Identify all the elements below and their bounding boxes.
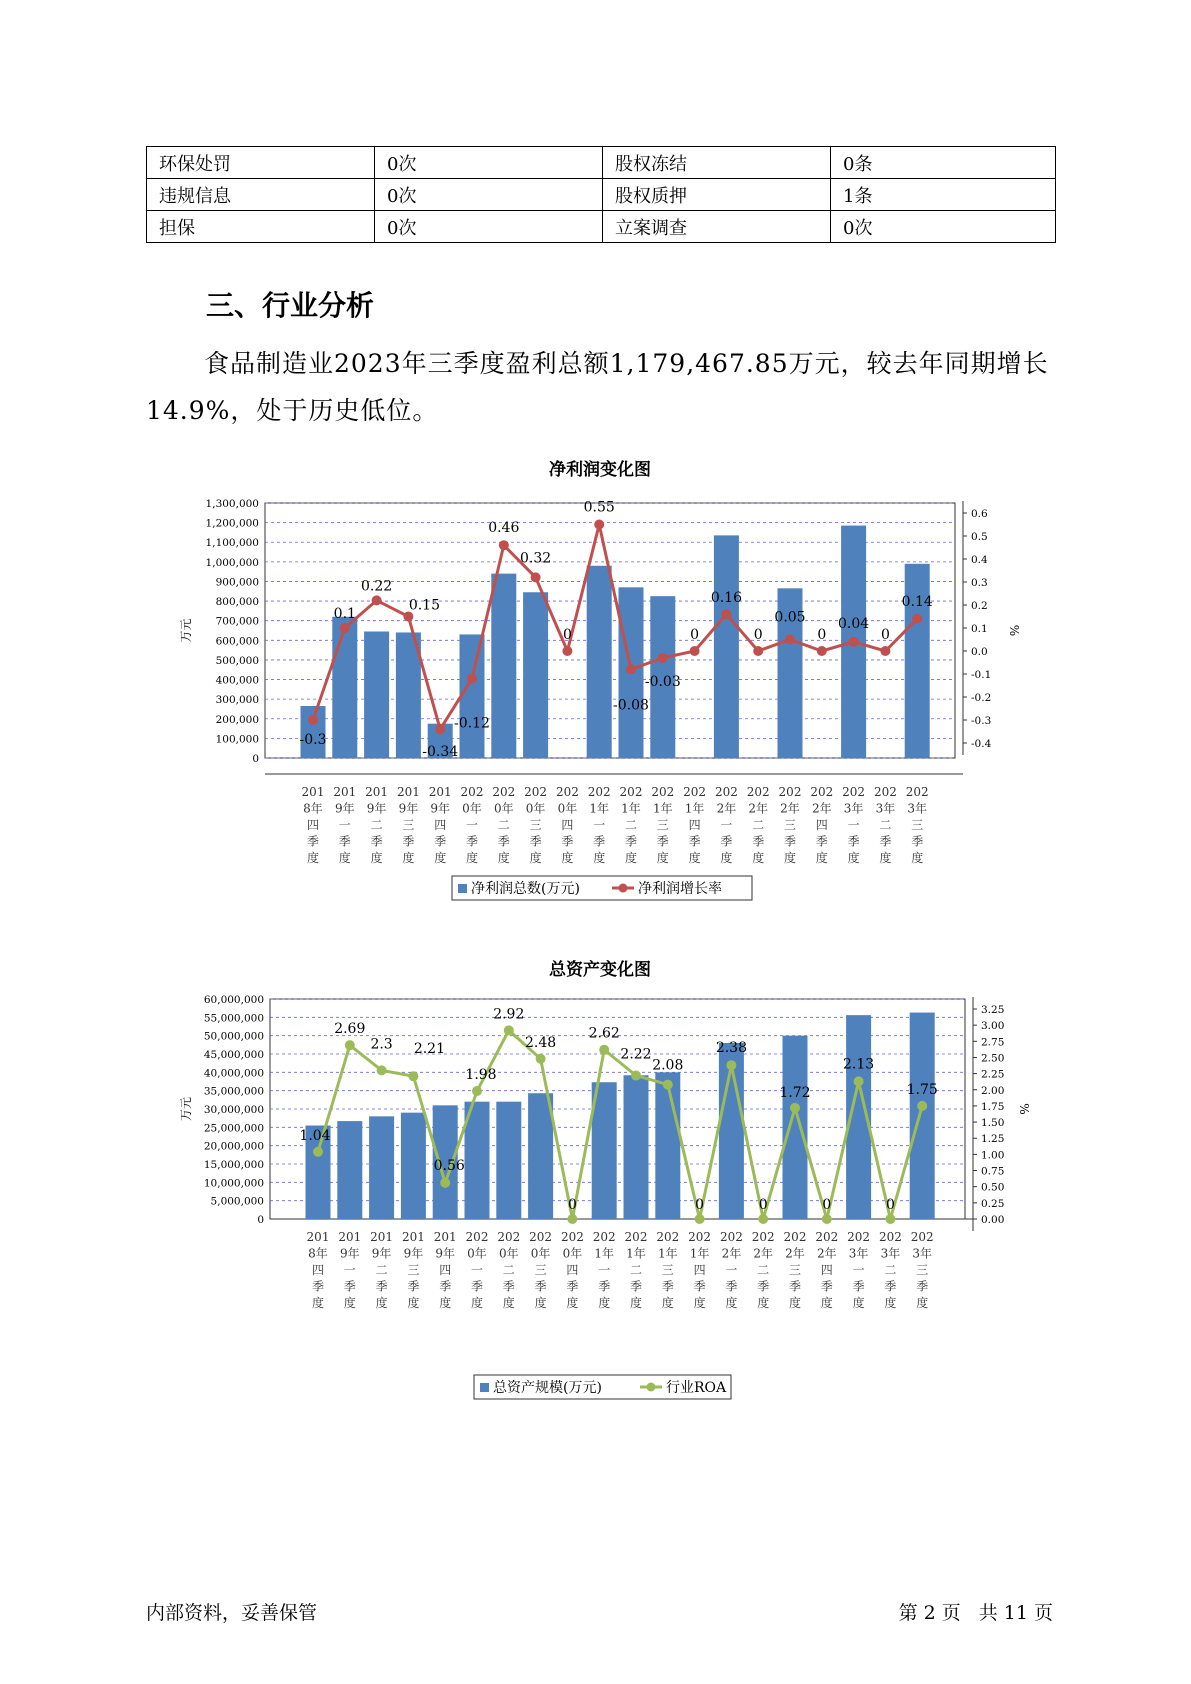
legend xyxy=(474,1375,731,1399)
y2-tick-label: 0.6 xyxy=(971,508,988,520)
x-tick-label: 202 3年一季度 xyxy=(842,785,866,865)
bar xyxy=(460,634,485,758)
y2-tick-label: 1.50 xyxy=(981,1117,1005,1130)
data-label: 1.04 xyxy=(299,1127,331,1144)
x-tick-label: 202 3年二季度 xyxy=(878,1230,902,1310)
data-label: 2.69 xyxy=(334,1021,366,1038)
y-tick-label: 900,000 xyxy=(215,576,259,589)
y2-tick-label: 0.50 xyxy=(981,1181,1005,1194)
page-number: 2 xyxy=(923,1602,936,1624)
y2-tick-label: 2.50 xyxy=(981,1052,1005,1065)
total-word: 页 xyxy=(1033,1602,1053,1624)
x-tick-label: 202 1年三季度 xyxy=(651,785,675,865)
data-label: 0.05 xyxy=(774,609,806,626)
x-tick-label: 202 1年四季度 xyxy=(683,785,707,865)
y2-tick-label: 2.00 xyxy=(981,1084,1005,1097)
line-point xyxy=(472,1086,482,1096)
line-point xyxy=(917,1101,927,1111)
y-tick-label: 30,000,000 xyxy=(203,1104,264,1116)
line-point xyxy=(854,1076,864,1086)
y-axis-title: 万元 xyxy=(179,618,193,643)
y2-tick-label: 1.75 xyxy=(981,1100,1005,1113)
section-title: 三、行业分析 xyxy=(206,289,375,322)
line-point xyxy=(790,1103,800,1113)
page-prefix: 第 xyxy=(898,1602,918,1624)
x-tick-label: 202 0年三季度 xyxy=(529,1230,553,1310)
data-label: -0.08 xyxy=(613,697,649,714)
x-tick-label: 202 2年四季度 xyxy=(810,785,834,865)
footer-page-info xyxy=(896,1598,1056,1625)
bar xyxy=(332,617,357,758)
x-tick-label: 202 2年四季度 xyxy=(815,1230,839,1310)
data-label: 0.1 xyxy=(333,606,356,622)
x-tick-label: 202 3年三季度 xyxy=(905,785,929,865)
total-prefix: 共 xyxy=(978,1602,998,1624)
line-point xyxy=(912,614,922,624)
y-tick-label: 0 xyxy=(257,1214,264,1226)
data-label: 0 xyxy=(817,627,827,643)
data-label: 0.16 xyxy=(710,590,742,607)
legend-bar-swatch xyxy=(480,1383,489,1392)
y-tick-label: 60,000,000 xyxy=(203,994,264,1006)
bar xyxy=(369,1116,394,1219)
line-point xyxy=(885,1214,895,1224)
line-point xyxy=(631,1071,641,1081)
y2-axis-title: % xyxy=(1007,624,1021,637)
y-tick-label: 800,000 xyxy=(215,596,259,609)
legend-bar-swatch xyxy=(458,884,467,893)
y2-tick-label: 3.25 xyxy=(981,1004,1005,1016)
line-point xyxy=(531,572,541,582)
data-label: 0 xyxy=(695,1197,705,1213)
data-label: 0 xyxy=(690,627,700,643)
legend-line-marker xyxy=(647,1383,656,1392)
data-label: 1.75 xyxy=(906,1081,938,1098)
bar xyxy=(624,1075,649,1219)
legend-line-label: 净利润增长率 xyxy=(638,881,722,897)
table-cell: 1条 xyxy=(831,179,1056,211)
x-tick-label: 202 2年三季度 xyxy=(783,1230,807,1310)
x-tick-label: 202 1年三季度 xyxy=(656,1230,680,1310)
bar xyxy=(496,1102,521,1219)
line-point xyxy=(658,653,668,663)
line-point xyxy=(440,1178,450,1188)
data-label: -0.03 xyxy=(644,673,681,690)
line-point xyxy=(372,595,382,605)
table-cell: 0条 xyxy=(831,147,1056,179)
x-tick-label: 201 9年四季度 xyxy=(433,1230,457,1310)
data-label: 2.13 xyxy=(843,1056,875,1073)
x-tick-label: 202 2年二季度 xyxy=(751,1230,775,1310)
line-point xyxy=(695,1214,705,1224)
line-point xyxy=(690,646,700,656)
table-row xyxy=(147,147,1056,179)
data-label: 0.56 xyxy=(433,1157,465,1174)
x-tick-label: 201 8年四季度 xyxy=(306,1230,330,1310)
table-row xyxy=(147,179,1056,211)
y-tick-label: 500,000 xyxy=(215,654,259,667)
line-point xyxy=(599,1045,609,1055)
y-tick-label: 200,000 xyxy=(215,713,259,726)
chart-title: 净利润变化图 xyxy=(549,460,651,480)
legend xyxy=(452,876,752,900)
bar xyxy=(401,1113,426,1219)
line-point xyxy=(504,1025,514,1035)
y-tick-label: 55,000,000 xyxy=(203,1012,264,1025)
y-tick-label: 25,000,000 xyxy=(203,1122,264,1135)
x-tick-label: 202 3年三季度 xyxy=(910,1230,934,1310)
line-point xyxy=(663,1080,673,1090)
y2-tick-label: 0.3 xyxy=(971,577,988,589)
legend-line-marker xyxy=(619,884,628,893)
x-tick-label: 202 1年一季度 xyxy=(587,785,611,865)
y-tick-label: 5,000,000 xyxy=(210,1195,264,1208)
line-point xyxy=(721,609,731,619)
bar xyxy=(714,535,739,758)
footer-confidential: 内部资料，妥善保管 xyxy=(146,1602,318,1624)
y2-tick-label: 0.00 xyxy=(981,1214,1005,1226)
data-label: 2.38 xyxy=(715,1040,747,1057)
legend-bar-label: 总资产规模(万元) xyxy=(493,1380,602,1396)
line-point xyxy=(594,520,604,530)
line-point xyxy=(817,646,827,656)
table-cell: 0次 xyxy=(375,147,603,179)
y2-tick-label: 1.25 xyxy=(981,1133,1005,1146)
y-tick-label: 10,000,000 xyxy=(203,1177,264,1190)
line-point xyxy=(567,1214,577,1224)
x-tick-label: 201 9年一季度 xyxy=(333,785,357,865)
x-tick-label: 202 3年二季度 xyxy=(873,785,897,865)
y2-axis-title: % xyxy=(1017,1103,1031,1115)
x-tick-label: 202 1年二季度 xyxy=(624,1230,648,1310)
line-point xyxy=(726,1060,736,1070)
x-tick-label: 202 0年二季度 xyxy=(492,785,516,865)
line-point xyxy=(626,664,636,674)
data-label: 1.72 xyxy=(779,1084,811,1101)
y-tick-label: 1,300,000 xyxy=(205,498,259,510)
line-point xyxy=(308,715,318,725)
y-tick-label: 35,000,000 xyxy=(203,1085,264,1098)
total-pages: 11 xyxy=(1003,1602,1028,1624)
net-profit-chart xyxy=(170,458,1040,913)
chart-title: 总资产变化图 xyxy=(549,960,651,980)
analysis-paragraph: 食品制造业2023年三季度盈利总额1,179,467.85万元，较去年同期增长14.9%，处于历史低位。 xyxy=(146,349,1049,425)
x-tick-label: 202 0年四季度 xyxy=(555,785,579,865)
x-tick-label: 201 9年一季度 xyxy=(338,1230,362,1310)
y-tick-label: 1,200,000 xyxy=(205,517,259,530)
table-cell: 股权冻结 xyxy=(603,147,831,179)
y-tick-label: 1,100,000 xyxy=(205,537,259,550)
y2-tick-label: 0.75 xyxy=(981,1165,1005,1178)
x-tick-label: 201 9年二季度 xyxy=(370,1230,394,1310)
bar xyxy=(337,1121,362,1219)
y-tick-label: 300,000 xyxy=(215,694,259,707)
bar xyxy=(655,1072,680,1219)
data-label: 2.92 xyxy=(493,1006,525,1023)
x-tick-label: 201 9年四季度 xyxy=(428,785,452,865)
y2-tick-label: 0.5 xyxy=(971,531,988,543)
risk-info-table-body xyxy=(147,147,1056,243)
x-tick-label: 202 0年一季度 xyxy=(465,1230,489,1310)
line-point xyxy=(313,1147,323,1157)
x-tick-label: 201 9年三季度 xyxy=(401,1230,425,1310)
data-label: 0.04 xyxy=(838,615,870,632)
table-cell: 0次 xyxy=(375,211,603,243)
table-cell: 0次 xyxy=(375,179,603,211)
line-point xyxy=(785,635,795,645)
data-label: -0.34 xyxy=(422,744,459,761)
line-point xyxy=(880,646,890,656)
y2-tick-label: 0.1 xyxy=(971,623,988,635)
y-tick-label: 50,000,000 xyxy=(203,1030,264,1043)
x-tick-label: 202 1年二季度 xyxy=(619,785,643,865)
y2-tick-label: 1.00 xyxy=(981,1149,1005,1162)
x-tick-label: 202 3年一季度 xyxy=(847,1230,871,1310)
data-label: -0.3 xyxy=(299,732,327,748)
x-tick-label: 202 1年一季度 xyxy=(592,1230,616,1310)
bar xyxy=(783,1036,808,1219)
data-label: 0.32 xyxy=(520,550,552,567)
line-point xyxy=(849,637,859,647)
data-label: 0.22 xyxy=(361,578,393,595)
y-tick-label: 20,000,000 xyxy=(203,1140,264,1153)
data-label: 2.22 xyxy=(620,1046,652,1063)
total-assets-chart-svg xyxy=(170,958,1040,1408)
y2-tick-label: -0.4 xyxy=(971,738,992,750)
x-tick-label: 202 2年一季度 xyxy=(719,1230,743,1310)
data-label: 2.3 xyxy=(370,1036,393,1053)
y2-tick-label: -0.2 xyxy=(971,692,992,704)
y2-tick-label: -0.1 xyxy=(971,669,992,681)
y2-tick-label: 3.00 xyxy=(981,1020,1005,1033)
line-point xyxy=(435,724,445,734)
y-axis-title: 万元 xyxy=(179,1096,193,1122)
line-point xyxy=(758,1214,768,1224)
line-point xyxy=(340,623,350,633)
data-label: 0 xyxy=(822,1197,832,1213)
table-cell: 违规信息 xyxy=(147,179,375,211)
table-cell: 股权质押 xyxy=(603,179,831,211)
x-tick-label: 202 2年三季度 xyxy=(778,785,802,865)
y2-tick-label: 0.4 xyxy=(971,554,988,566)
net-profit-chart-svg xyxy=(170,458,1040,913)
data-label: 0 xyxy=(758,1197,768,1213)
table-cell: 环保处罚 xyxy=(147,147,375,179)
x-tick-label: 201 9年三季度 xyxy=(396,785,420,865)
x-tick-label: 202 2年二季度 xyxy=(746,785,770,865)
bar xyxy=(910,1013,935,1219)
y2-tick-label: 2.25 xyxy=(981,1068,1005,1081)
table-cell: 立案调查 xyxy=(603,211,831,243)
line-point xyxy=(822,1214,832,1224)
y-tick-label: 100,000 xyxy=(215,733,259,746)
data-label: 2.62 xyxy=(588,1025,620,1042)
data-label: 2.21 xyxy=(413,1041,445,1058)
line-point xyxy=(753,646,763,656)
data-label: 0.55 xyxy=(583,499,615,516)
bar xyxy=(364,631,389,758)
line-point xyxy=(536,1054,546,1064)
data-label: 0 xyxy=(562,627,572,643)
data-label: 0 xyxy=(753,627,763,643)
data-label: 1.98 xyxy=(465,1067,497,1084)
table-row xyxy=(147,211,1056,243)
page-word: 页 xyxy=(941,1602,961,1624)
x-tick-label: 202 1年四季度 xyxy=(688,1230,712,1310)
bar xyxy=(523,592,548,758)
y-tick-label: 15,000,000 xyxy=(203,1159,264,1171)
y-tick-label: 1,000,000 xyxy=(205,556,259,569)
line-point xyxy=(377,1065,387,1075)
data-label: 2.48 xyxy=(525,1034,557,1051)
x-tick-label: 202 0年一季度 xyxy=(460,785,484,865)
y-tick-label: 45,000,000 xyxy=(203,1049,264,1061)
data-label: 0 xyxy=(885,1197,895,1213)
line-point xyxy=(345,1040,355,1050)
x-tick-label: 202 0年三季度 xyxy=(524,785,548,865)
x-tick-label: 202 0年四季度 xyxy=(560,1230,584,1310)
y-tick-label: 400,000 xyxy=(215,674,259,687)
table-cell: 担保 xyxy=(147,211,375,243)
y2-tick-label: 0.25 xyxy=(981,1197,1005,1210)
y2-tick-label: -0.3 xyxy=(971,715,992,727)
x-tick-label: 202 0年二季度 xyxy=(497,1230,521,1310)
y-tick-label: 700,000 xyxy=(215,615,259,628)
line-point xyxy=(408,1071,418,1081)
data-label: 0 xyxy=(880,627,890,643)
x-tick-label: 201 9年二季度 xyxy=(365,785,389,865)
x-tick-label: 202 2年一季度 xyxy=(714,785,738,865)
data-label: -0.12 xyxy=(454,715,490,732)
bar xyxy=(491,574,516,758)
y2-tick-label: 2.75 xyxy=(981,1036,1005,1049)
data-label: 0.15 xyxy=(408,597,440,614)
line-point xyxy=(562,646,572,656)
legend-line-label: 行业ROA xyxy=(666,1380,727,1396)
data-label: 0 xyxy=(567,1197,577,1213)
legend-bar-label: 净利润总数(万元) xyxy=(471,881,580,897)
y-tick-label: 40,000,000 xyxy=(203,1067,264,1080)
total-assets-chart xyxy=(170,958,1040,1408)
x-tick-label: 201 8年四季度 xyxy=(301,785,325,865)
data-label: 0.14 xyxy=(901,593,933,610)
line-point xyxy=(499,540,509,550)
bar xyxy=(528,1093,553,1219)
data-label: 0.46 xyxy=(488,520,520,537)
y-tick-label: 600,000 xyxy=(215,635,259,648)
y2-tick-label: 0.0 xyxy=(971,646,988,658)
y-tick-label: 0 xyxy=(252,753,259,765)
table-cell: 0次 xyxy=(831,211,1056,243)
line-point xyxy=(467,674,477,684)
risk-info-table xyxy=(146,146,1056,243)
y2-tick-label: 0.2 xyxy=(971,600,988,612)
data-label: 2.08 xyxy=(652,1057,684,1074)
bar xyxy=(587,566,612,758)
